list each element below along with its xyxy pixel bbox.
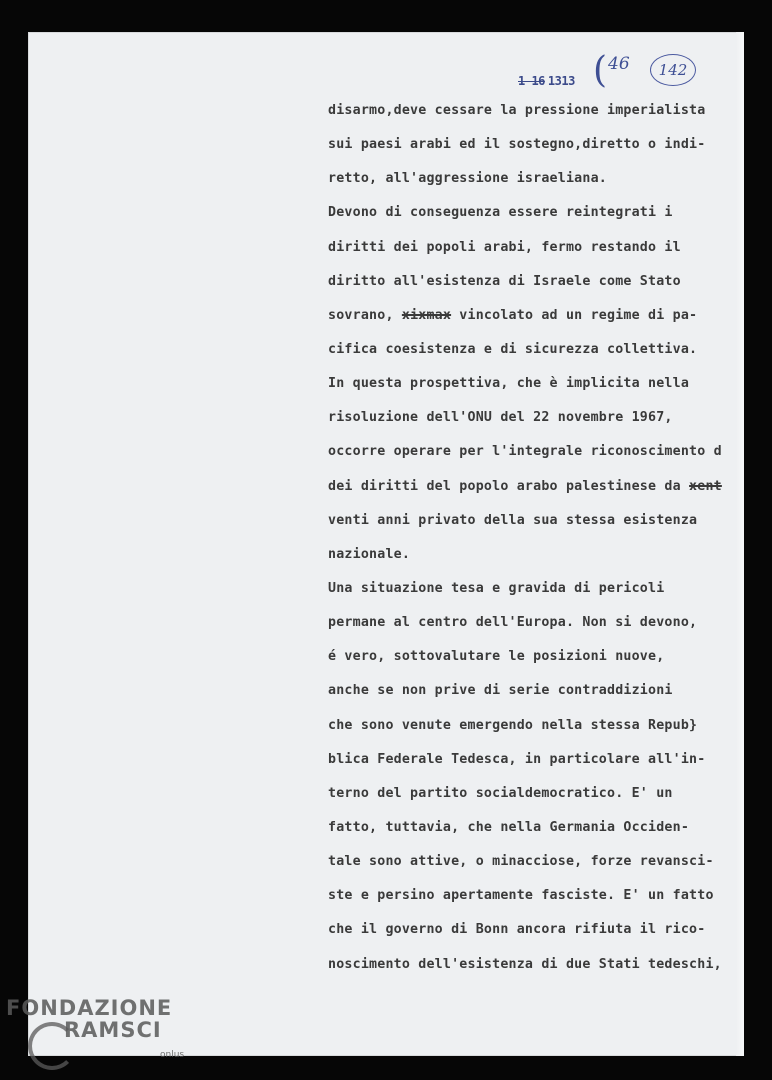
text-line: fatto, tuttavia, che nella Germania Occiden- bbox=[328, 819, 690, 835]
struck-number: 1 16 bbox=[518, 74, 545, 88]
text-line: permane al centro dell'Europa. Non si devono, bbox=[328, 615, 698, 631]
text-line: occorre operare per l'integrale riconoscimento d bbox=[328, 444, 722, 460]
text-line: che il governo di Bonn ancora rifiuta il rico- bbox=[328, 922, 706, 938]
watermark-suffix: onlus bbox=[160, 1050, 185, 1060]
text-segment: dei diritti del popolo arabo palestinese da bbox=[328, 478, 690, 494]
watermark-line1: FONDAZIONE bbox=[6, 996, 173, 1020]
text-line: Devono di conseguenza essere reintegrati i bbox=[328, 205, 673, 221]
text-line: terno del partito socialdemocratico. E' un bbox=[328, 785, 673, 801]
text-line: che sono venute emergendo nella stessa Repub} bbox=[328, 717, 698, 733]
text-line bbox=[328, 299, 758, 333]
text-line: risoluzione dell'ONU del 22 novembre 1967, bbox=[328, 410, 673, 426]
text-line: anche se non prive di serie contraddizioni bbox=[328, 683, 673, 699]
text-line: cifica coesistenza e di sicurezza collettiva. bbox=[328, 341, 698, 357]
archive-stamp-number bbox=[518, 74, 575, 88]
struck-out-word: xixmax bbox=[401, 307, 452, 323]
fondazione-gramsci-watermark bbox=[6, 992, 196, 1080]
typewritten-body bbox=[328, 94, 758, 982]
text-line: disarmo,deve cessare la pressione imperialista bbox=[328, 103, 706, 118]
text-line: ste e persino apertamente fasciste. E' un fatto bbox=[328, 888, 714, 904]
handwritten-page-number: 46 bbox=[608, 54, 630, 74]
text-segment: vincolato ad un regime di pa- bbox=[451, 307, 698, 323]
text-line: tale sono attive, o minacciose, forze revansci- bbox=[328, 854, 714, 870]
text-line: retto, all'aggressione israeliana. bbox=[328, 171, 607, 187]
text-line: é vero, sottovalutare le posizioni nuove, bbox=[328, 649, 665, 665]
watermark-line2: RAMSCI bbox=[64, 1018, 162, 1042]
text-line: blica Federale Tedesca, in particolare all'in- bbox=[328, 751, 706, 767]
handwritten-parenthesis: ( bbox=[593, 50, 608, 91]
circled-page-number bbox=[650, 54, 696, 86]
text-segment: sovrano, bbox=[328, 307, 402, 323]
stamp-number: 1313 bbox=[547, 74, 575, 88]
text-line: Una situazione tesa e gravida di pericoli bbox=[328, 580, 665, 596]
text-line bbox=[328, 470, 758, 504]
text-line: diritti dei popoli arabi, fermo restando il bbox=[328, 239, 681, 255]
document-page bbox=[28, 32, 744, 1056]
text-line: noscimento dell'esistenza di due Stati tedeschi, bbox=[328, 956, 722, 972]
text-line: sui paesi arabi ed il sostegno,diretto o indi- bbox=[328, 137, 706, 153]
circled-number-text: 142 bbox=[658, 61, 688, 79]
text-line: In questa prospettiva, che è implicita nella bbox=[328, 376, 690, 392]
text-line: nazionale. bbox=[328, 546, 411, 562]
text-line: venti anni privato della sua stessa esistenza bbox=[328, 512, 698, 528]
text-line: diritto all'esistenza di Israele come Stato bbox=[328, 273, 681, 289]
struck-out-word: xent bbox=[689, 478, 722, 494]
